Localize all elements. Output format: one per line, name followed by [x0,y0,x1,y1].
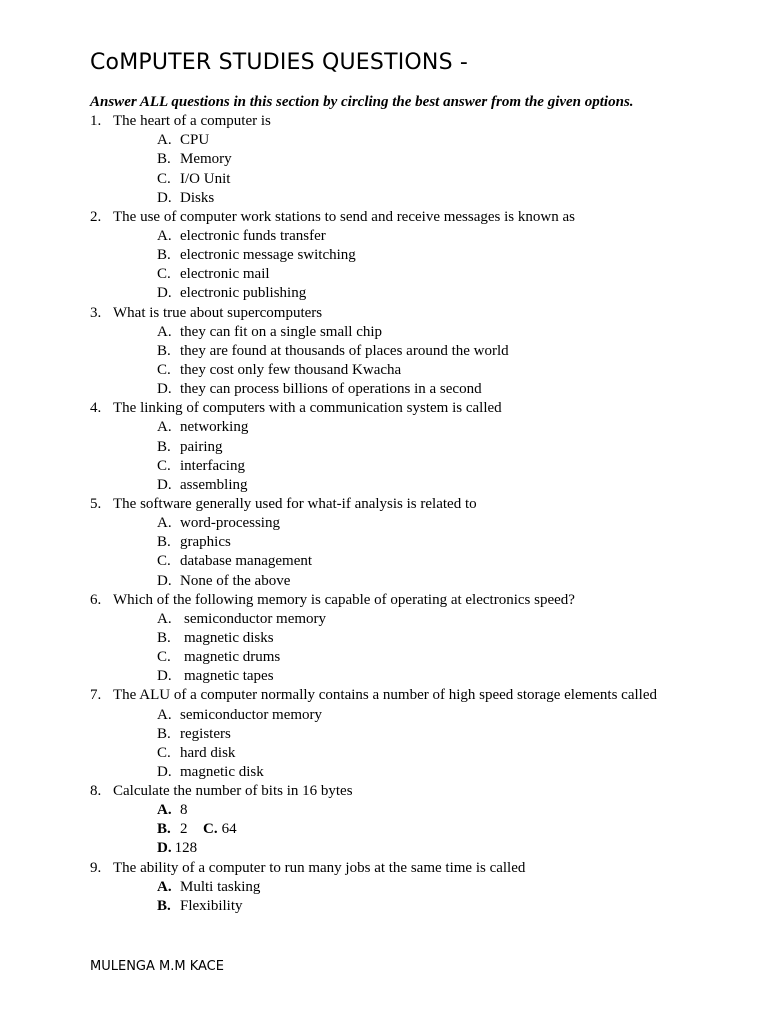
option-8d[interactable] [90,839,750,858]
question-text: What is true about supercomputers [113,304,323,321]
option-text: magnetic tapes [184,668,274,685]
option-text: 2 [180,821,188,838]
question-number: 9. [90,859,102,876]
option-letter: C. [157,553,171,570]
instruction-text: Answer ALL questions in this section by circling the best answer from the given options. [90,94,634,110]
option-2a[interactable] [90,227,750,246]
question-text: The heart of a computer is [113,113,271,130]
page-footer: MULENGA M.M KACE [90,959,224,974]
option-letter: B. [157,534,171,551]
question-number: 5. [90,495,102,512]
option-6c[interactable] [90,648,750,667]
option-letter: C. [157,266,171,283]
option-text: Multi tasking [180,878,261,895]
option-letter: A. [157,802,172,819]
option-letter: A. [157,227,172,244]
question-text: The software generally used for what-if analysis is related to [113,495,477,512]
option-text: electronic message switching [180,247,356,264]
option-letter: D. [157,668,172,685]
question-text: The linking of computers with a communication system is called [113,400,502,417]
option-text: 64 [221,821,237,838]
option-letter: D. [157,840,172,857]
option-text: semiconductor memory [180,706,323,723]
option-text: 128 [174,840,198,857]
option-letter: D. [157,381,172,398]
option-text: they can process billions of operations in a second [180,381,482,398]
option-letter: C. [157,457,171,474]
question-number: 7. [90,687,102,704]
option-text: they can fit on a single small chip [180,323,383,340]
option-9b[interactable] [90,897,750,916]
option-letter: B. [157,342,171,359]
option-2d[interactable] [90,284,750,303]
option-1a[interactable] [90,131,750,150]
option-4d[interactable] [90,476,750,495]
option-letter: B. [157,821,171,838]
option-text: CPU [180,132,210,149]
option-letter: D. [157,476,172,493]
option-letter: C. [157,744,171,761]
option-text: database management [180,553,313,570]
option-text: I/O Unit [180,170,231,187]
question-3 [90,304,750,323]
option-text: they are found at thousands of places around the world [180,342,509,359]
option-2c[interactable] [90,265,750,284]
option-text: hard disk [180,744,236,761]
option-letter: C. [157,649,171,666]
option-letter: D. [157,189,172,206]
option-3c[interactable] [90,361,750,380]
option-text: registers [180,725,231,742]
question-text: Calculate the number of bits in 16 bytes [113,783,353,800]
option-7d[interactable] [90,763,750,782]
option-3a[interactable] [90,323,750,342]
option-text: electronic publishing [180,285,307,302]
option-letter: D. [157,572,172,589]
question-5 [90,495,750,514]
option-7c[interactable] [90,744,750,763]
option-3b[interactable] [90,342,750,361]
option-text: Memory [180,151,232,168]
option-letter: C. [157,170,171,187]
option-3d[interactable] [90,380,750,399]
option-8b-8c[interactable] [90,820,750,839]
option-1b[interactable] [90,150,750,169]
question-number: 8. [90,783,102,800]
question-text: The use of computer work stations to send and receive messages is known as [113,208,575,225]
option-5c[interactable] [90,552,750,571]
option-letter: A. [157,878,172,895]
option-text: magnetic disk [180,763,264,780]
question-text: The ALU of a computer normally contains a number of high speed storage elements called [113,687,657,704]
question-8 [90,782,750,801]
option-4b[interactable] [90,438,750,457]
question-sheet [90,93,750,916]
option-6b[interactable] [90,629,750,648]
option-letter: A. [157,706,172,723]
question-6 [90,591,750,610]
option-7b[interactable] [90,725,750,744]
option-text: Flexibility [180,897,243,914]
question-1 [90,112,750,131]
option-1c[interactable] [90,170,750,189]
option-5a[interactable] [90,514,750,533]
option-text: magnetic drums [184,649,281,666]
option-letter: C. [157,361,171,378]
option-9a[interactable] [90,878,750,897]
option-letter: A. [157,610,172,627]
option-text: graphics [180,534,231,551]
option-letter: A. [157,515,172,532]
option-6a[interactable] [90,610,750,629]
option-text: assembling [180,476,248,493]
option-text: semiconductor memory [184,610,327,627]
option-4a[interactable] [90,418,750,437]
question-number: 3. [90,304,102,321]
option-text: Disks [180,189,215,206]
page-title: CoMPUTER STUDIES QUESTIONS - [90,50,469,75]
option-text: electronic funds transfer [180,227,326,244]
question-7 [90,686,750,705]
option-letter: D. [157,763,172,780]
option-text: they cost only few thousand Kwacha [180,361,402,378]
option-letter: C. [203,821,218,838]
question-9 [90,859,750,878]
question-text: Which of the following memory is capable of operating at electronics speed? [113,591,575,608]
option-text: magnetic disks [184,629,274,646]
option-text: None of the above [180,572,291,589]
question-4 [90,399,750,418]
option-letter: B. [157,629,171,646]
option-letter: B. [157,438,171,455]
option-8a[interactable] [90,801,750,820]
option-letter: D. [157,285,172,302]
option-letter: A. [157,323,172,340]
option-5b[interactable] [90,533,750,552]
option-text: networking [180,419,249,436]
option-6d[interactable] [90,667,750,686]
option-letter: B. [157,897,171,914]
option-5d[interactable] [90,572,750,591]
option-text: electronic mail [180,266,270,283]
option-letter: B. [157,725,171,742]
question-number: 6. [90,591,102,608]
option-letter: A. [157,132,172,149]
option-letter: B. [157,151,171,168]
question-2 [90,208,750,227]
question-text: The ability of a computer to run many jobs at the same time is called [113,859,526,876]
option-letter: B. [157,247,171,264]
option-text: pairing [180,438,223,455]
option-letter: A. [157,419,172,436]
option-2b[interactable] [90,246,750,265]
question-number: 2. [90,208,102,225]
question-number: 4. [90,400,102,417]
option-4c[interactable] [90,457,750,476]
option-1d[interactable] [90,189,750,208]
question-number: 1. [90,113,102,130]
option-text: interfacing [180,457,245,474]
option-text: word-processing [180,515,280,532]
option-text: 8 [180,802,188,819]
option-7a[interactable] [90,706,750,725]
